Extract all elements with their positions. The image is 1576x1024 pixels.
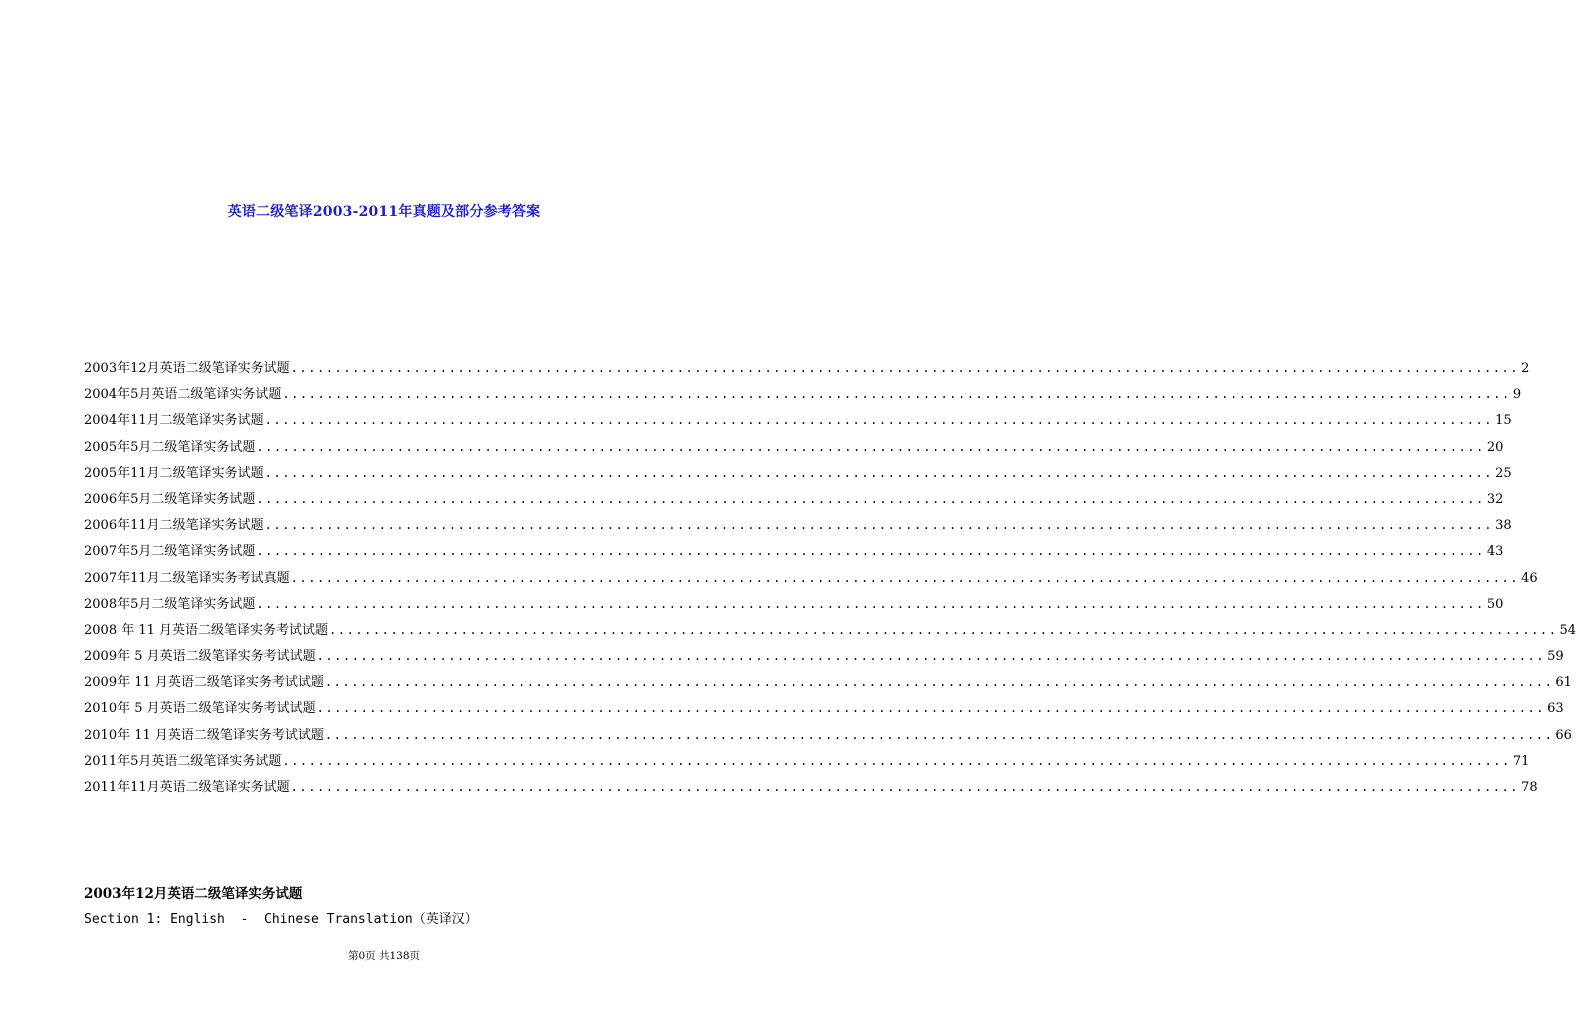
section-subheading: Section 1: English - Chinese Translation（英译汉） bbox=[84, 912, 478, 927]
toc-page-number: 78 bbox=[1521, 780, 1538, 795]
toc-page-number: 59 bbox=[1547, 649, 1564, 665]
toc-dot-leader: ............................................................................................................................................ bbox=[256, 544, 1485, 559]
toc-dot-leader: ............................................................................................................................................ bbox=[324, 675, 1554, 690]
toc-dot-leader: ............................................................................................................................................ bbox=[290, 361, 1520, 375]
toc-entry-title: 2011年11月英语二级笔译实务试题 bbox=[84, 780, 290, 795]
toc-dot-leader: ............................................................................................................................................ bbox=[256, 596, 1485, 611]
toc-dot-leader: ............................................................................................................................................ bbox=[282, 753, 1511, 768]
toc-page-number: 25 bbox=[1495, 465, 1512, 481]
toc-entry-title: 2006年5月二级笔译实务试题 bbox=[84, 491, 256, 507]
toc-entry[interactable] bbox=[84, 538, 1504, 564]
toc-entry[interactable] bbox=[84, 486, 1504, 512]
toc-page-number: 15 bbox=[1495, 413, 1512, 429]
toc-entry-title: 2009年 11 月英语二级笔译实务考试试题 bbox=[84, 675, 324, 691]
toc-page-number: 38 bbox=[1495, 518, 1512, 534]
document-title: 英语二级笔译2003-2011年真题及部分参考答案 bbox=[227, 204, 541, 220]
toc-page-number: 54 bbox=[1559, 622, 1576, 638]
page-footer: 第0页 共138页 bbox=[347, 950, 421, 962]
toc-dot-leader: ............................................................................................................................................ bbox=[264, 465, 1494, 480]
toc-entry-title: 2004年11月二级笔译实务试题 bbox=[84, 413, 264, 429]
toc-dot-leader: ............................................................................................................................................ bbox=[329, 622, 1558, 637]
toc-entry[interactable] bbox=[84, 722, 1572, 748]
toc-page-number: 46 bbox=[1521, 570, 1538, 586]
toc-entry[interactable] bbox=[84, 695, 1564, 721]
table-of-contents bbox=[84, 355, 1576, 800]
toc-dot-leader: ............................................................................................................................................ bbox=[324, 727, 1554, 742]
toc-dot-leader: ............................................................................................................................................ bbox=[316, 701, 1546, 716]
toc-entry-title: 2006年11月二级笔译实务试题 bbox=[84, 518, 264, 534]
toc-entry[interactable] bbox=[84, 643, 1564, 669]
toc-entry[interactable] bbox=[84, 434, 1504, 460]
toc-entry[interactable] bbox=[84, 460, 1512, 486]
toc-page-number: 9 bbox=[1512, 387, 1522, 403]
toc-dot-leader: ............................................................................................................................................ bbox=[290, 570, 1520, 585]
toc-entry[interactable] bbox=[84, 512, 1512, 538]
toc-page-number: 20 bbox=[1486, 439, 1504, 455]
toc-entry-title: 2008 年 11 月英语二级笔译实务考试试题 bbox=[84, 622, 329, 638]
toc-entry-title: 2005年5月二级笔译实务试题 bbox=[84, 439, 256, 455]
toc-entry[interactable] bbox=[84, 591, 1504, 617]
toc-entry[interactable] bbox=[84, 748, 1530, 774]
toc-entry-title: 2009年 5 月英语二级笔译实务考试试题 bbox=[84, 649, 316, 665]
toc-entry-title: 2010年 5 月英语二级笔译实务考试试题 bbox=[84, 701, 316, 717]
toc-dot-leader: ............................................................................................................................................ bbox=[264, 518, 1494, 533]
toc-entry[interactable] bbox=[84, 407, 1512, 433]
toc-page-number: 43 bbox=[1486, 544, 1504, 560]
toc-dot-leader: ............................................................................................................................................ bbox=[290, 780, 1520, 794]
toc-entry[interactable] bbox=[84, 565, 1538, 591]
toc-page-number: 63 bbox=[1547, 701, 1564, 717]
toc-entry[interactable] bbox=[84, 381, 1522, 407]
toc-dot-leader: ............................................................................................................................................ bbox=[264, 413, 1494, 428]
toc-entry[interactable] bbox=[84, 355, 1530, 381]
toc-entry-title: 2007年5月二级笔译实务试题 bbox=[84, 544, 256, 560]
toc-dot-leader: ............................................................................................................................................ bbox=[256, 439, 1485, 454]
toc-entry-title: 2003年12月英语二级笔译实务试题 bbox=[84, 361, 290, 376]
toc-dot-leader: ............................................................................................................................................ bbox=[282, 387, 1511, 402]
toc-entry-title: 2008年5月二级笔译实务试题 bbox=[84, 596, 256, 612]
toc-page-number: 32 bbox=[1486, 491, 1504, 507]
toc-page-number: 71 bbox=[1512, 753, 1530, 769]
toc-page-number: 2 bbox=[1521, 361, 1530, 376]
toc-entry-title: 2011年5月英语二级笔译实务试题 bbox=[84, 753, 282, 769]
toc-dot-leader: ............................................................................................................................................ bbox=[316, 649, 1546, 664]
toc-page-number: 50 bbox=[1486, 596, 1504, 612]
toc-entry-title: 2010年 11 月英语二级笔译实务考试试题 bbox=[84, 727, 324, 743]
toc-entry[interactable] bbox=[84, 774, 1538, 800]
toc-dot-leader: ............................................................................................................................................ bbox=[256, 491, 1485, 506]
toc-entry-title: 2007年11月二级笔译实务考试真题 bbox=[84, 570, 290, 586]
toc-entry-title: 2005年11月二级笔译实务试题 bbox=[84, 465, 264, 481]
toc-page-number: 66 bbox=[1555, 727, 1572, 743]
toc-page-number: 61 bbox=[1555, 675, 1572, 691]
toc-entry-title: 2004年5月英语二级笔译实务试题 bbox=[84, 387, 282, 403]
section-heading: 2003年12月英语二级笔译实务试题 bbox=[84, 886, 303, 902]
toc-entry[interactable] bbox=[84, 617, 1576, 643]
toc-entry[interactable] bbox=[84, 669, 1572, 695]
